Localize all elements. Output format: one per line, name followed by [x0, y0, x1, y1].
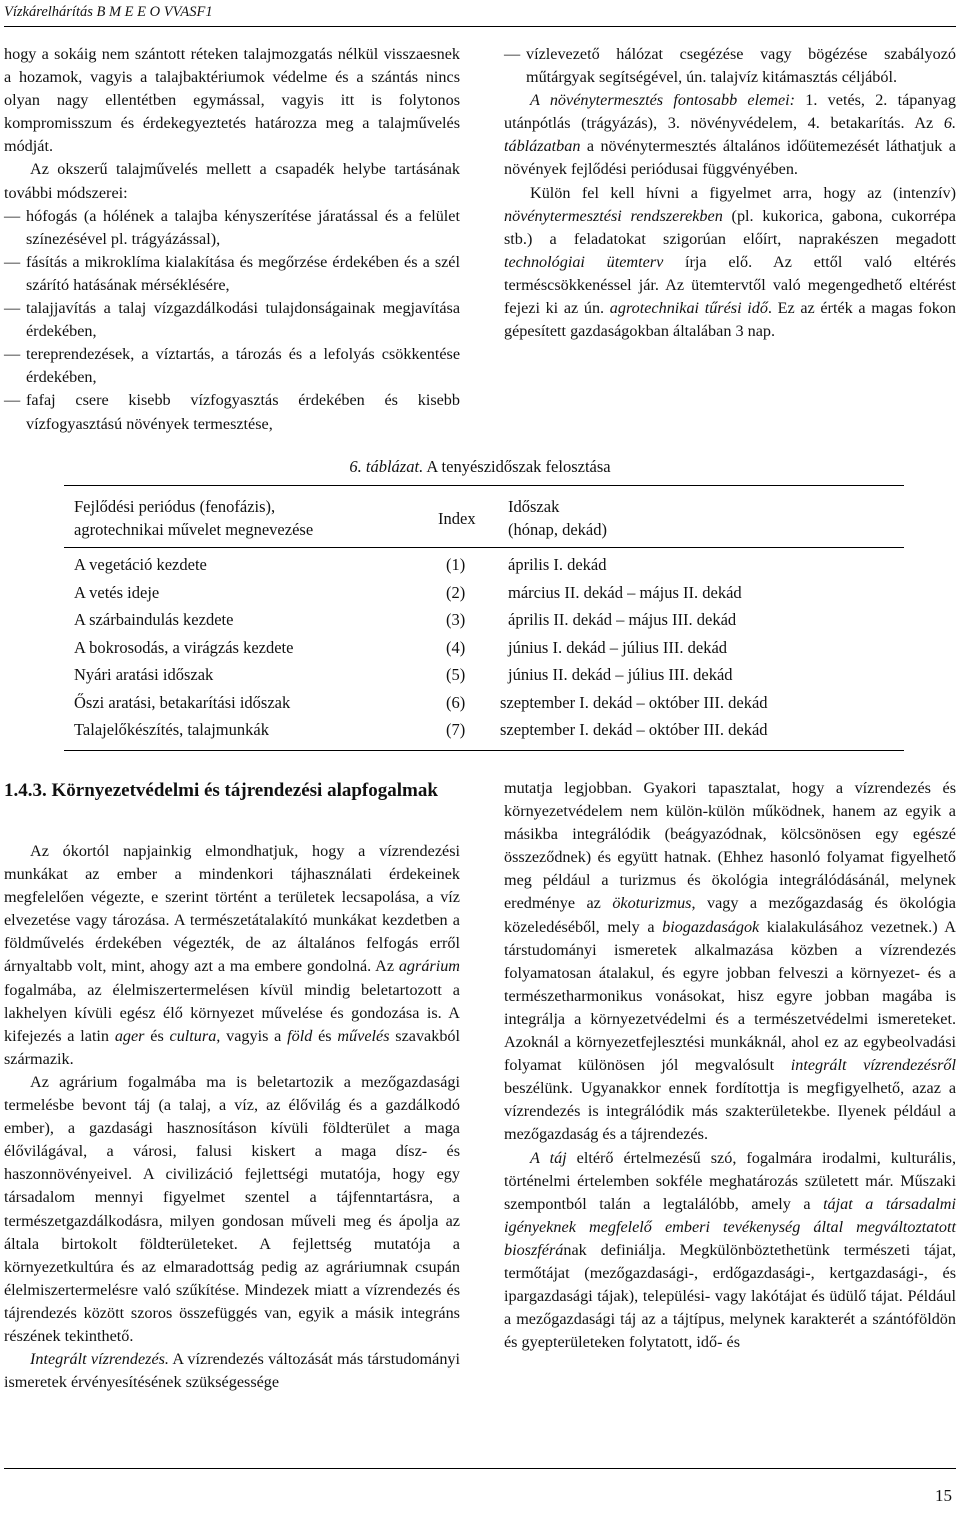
table-row-period: április I. dekád — [508, 555, 607, 574]
table-row-name: A vegetáció kezdete — [74, 555, 207, 574]
list-item: — talajjavítás a talaj vízgazdálkodási tulajdonságainak megjavítása érdekében, — [4, 299, 460, 341]
paragraph: A növénytermesztés fontosabb elemei: 1. vetés, 2. tápanyag utánpótlás (trágyázás), 3. növényvédelem, 4. betakarítás. Az 6. táblázatban a növénytermesztés általános időütemezését láthatjuk a növények fejlődési periódusai függvényében. — [504, 91, 957, 179]
table-row-period: június I. dekád – július III. dekád — [508, 638, 728, 657]
table-row-index: (3) — [446, 610, 466, 629]
list-item: — vízlevezető hálózat csegézése vagy bögézése szabályozó műtárgyak segítségével, ún. talajvíz kitámasztás céljából. — [504, 45, 956, 87]
paragraph: Külön fel kell hívni a figyelmet arra, hogy az (intenzív) növénytermesztési rendszerekben (pl. kukorica, gabona, cukorrépa stb.) a feladatokat szigorúan előírt, naprakészen megadott technológiai ütemterv írja elő. Az ettől való eltérés terméscsökkenéssel jár. Az ütemtervtől való megengedhető eltérést fejezi ki az ún. agrotechnikai tűrési idő. Ez az érték a magas fokon gépesített gazdaságokban általában 3 nap. — [504, 183, 956, 341]
paragraph: Az okszerű talajművelés mellett a csapadék helybe tartásának további módszerei: — [4, 160, 460, 202]
running-title: Vízkárelhárítás B M E E O VVASF1 — [4, 4, 213, 20]
list-item: — fafaj csere kisebb vízfogyasztás érdekében és kisebb vízfogyasztású növények termesztése, — [4, 391, 460, 433]
page-number: 15 — [935, 1486, 952, 1505]
paragraph: A táj eltérő értelmezésű szó, fogalmára irodalmi, kulturális, történelmi értelemben sokféle meghatározás született már. Műszaki szempontból talán a legtalálóbb, amely a tájat a társadalmi igényeknek megfelelő emberi tevékenység által megváltoztatott bioszférának definiálja. Megkülönböztethetünk természeti tájat, termőtájat (mezőgazdasági-, erdőgazdasági-, kertgazdasági-, és ipargazdasági tájak), települési- vagy lakótájat és üdülő tájat. Például a mezőgazdasági táj az a tájtípus, melynek karakterét a szántóföldön és gyepterületeken folytatott, idő- és — [504, 1148, 957, 1352]
table-row-index: (5) — [446, 665, 466, 684]
column-left-bottom — [4, 840, 460, 1394]
table-row-period: április II. dekád – május III. dekád — [508, 610, 737, 629]
header-col-phase: Fejlődési periódus (fenofázis), agrotechnikai művelet megnevezése — [74, 497, 314, 539]
paragraph: mutatja legjobban. Gyakori tapasztalat, hogy a vízrendezés és környezetvédelem nem külön-külön működnek, hanem az egyik a másikba integrálódik (beágyazódnak, kölcsönösen egy egészé összeződnek) és együtt hatnak. (Ehhez hasonló folyamat figyelhető meg például a turizmus és ökológia integrálódásánál, melynek eredménye az ökoturizmus, vagy a mezőgazdaság és ökológia közeledéséből, mely a biogazdaságok kialakulásához vezetnek.) A társtudományi ismeretek alkalmazása közben a vízrendezés folyamatosan átalakul, és egyre jobban felveszi a környezet- és a természetharmonikus vonásokat, hisz egyre jobban magába is integrálja a környezetvédelmi és a természetvédelmi ismereteket. Azoknál a környezetfejlesztési munkáknál, ahol ez az egybeolvadási folyamat különösen jól megvalósult integrált vízrendezésről beszélünk. Ugyanakkor ennek fordítottja is megfigyelhető, azaz a vízrendezés is integrálódik más szakterületekbe. Ilyenek például a mezőgazdaság és a tájrendezés. — [504, 779, 957, 1144]
footer-rule — [4, 1468, 956, 1469]
list-item: — fásítás a mikroklíma kialakítása és megőrzése érdekében és a szél szárító hatásának mérséklésére, — [4, 252, 460, 294]
table-row-index: (1) — [446, 555, 466, 574]
header-col-period: Időszak (hónap, dekád) — [508, 497, 607, 539]
table-row-name: A bokrosodás, a virágzás kezdete — [74, 638, 294, 657]
list-item: — tereprendezések, a víztartás, a tározás és a lefolyás csökkentése érdekében, — [4, 345, 460, 387]
table-row-name: Őszi aratási, betakarítási időszak — [74, 693, 291, 712]
paragraph: Az agrárium fogalmába ma is beletartozik a mezőgazdasági termelésbe bevont táj (a talaj, a víz, az élővilág és a gazdálkodó ember), a gazdasági hasznosításon kívüli földterület a maga élővilágával, a városi, falusi kiskert a maga dísz- és haszonnövényeivel. A civilizáció fejlettségi mutatója, hogy egy társadalom mennyi figyelmet szentel a tájfenntartásra, a természetgazdálkodásra, milyen gondosan műveli meg és ápolja az általa birtokolt földterületeket. A fejlettség mutatója a környezetkultúra és az elmaradottság pedig az agráriumnak csupán élelmiszertermelésre való szűkítése. Mindezek miatt a vízrendezés és tájrendezés között szoros összefüggés van, egyik a másik integráns részének tekinthető. — [4, 1072, 460, 1345]
table-row-index: (7) — [446, 720, 466, 739]
table-row-name: Nyári aratási időszak — [74, 665, 214, 684]
paragraph: Az ókortól napjainkig elmondhatjuk, hogy a vízrendezési munkákat az ember a mindenkori tájhasználati érdekeinek megfelelően végezte, e szerint történt a területek lecsapolása, a víz elvezetése vagy tározása. A természetátalakító munkákat kezdetben a földművelés érdekében végezték, de az általános felfogás erről árnyaltabb volt, mint, ahogy azt a ma embere gondolná. Az agrárium fogalmába, az élelmiszertermelésen kívül mindig beletartozott a lakhelyen kívüli egész élő környezet művelése és gondozása is. A kifejezés a latin ager és cultura, vagyis a föld és művelés szavakból származik. — [4, 842, 461, 1068]
table-caption: 6. táblázat. A tenyészidőszak felosztása — [349, 457, 611, 476]
table-row-index: (2) — [446, 583, 466, 602]
table-row-period: március II. dekád – május II. dekád — [508, 583, 742, 602]
column-right-top — [504, 43, 956, 343]
table-row-period: szeptember I. dekád – október III. dekád — [500, 720, 768, 739]
table-row-index: (4) — [446, 638, 466, 657]
column-left-top — [4, 43, 460, 436]
table-row-period: június II. dekád – július III. dekád — [508, 665, 733, 684]
section-heading: 1.4.3. Környezetvédelmi és tájrendezési alapfogalmak — [4, 780, 438, 801]
running-header — [4, 0, 956, 27]
column-right-bottom — [504, 777, 956, 1354]
table-row-index: (6) — [446, 693, 466, 712]
paragraph: Integrált vízrendezés. A vízrendezés változását más társtudományi ismeretek érvényesítésének szükségessége — [4, 1350, 461, 1392]
header-col-index: Index — [438, 509, 476, 528]
table-row-name: A szárbaindulás kezdete — [74, 610, 234, 629]
table-row-name: A vetés ideje — [74, 583, 160, 602]
table-row-name: Talajelőkészítés, talajmunkák — [74, 720, 269, 739]
list-item: — hófogás (a hólének a talajba kényszerítése járatással és a felület színezésével pl. trágyázással), — [4, 206, 460, 248]
paragraph: hogy a sokáig nem szántott réteken talajmozgatás nélkül visszaesnek a hozamok, vagyis a talajbaktériumok védelme és a szántás nincs olyan nagy ellentétben egymással, vagyis itt is folytonos kompromisszum és érdekegyeztetés határozza meg a talajművelés módját. — [4, 45, 460, 156]
table-row-period: szeptember I. dekád – október III. dekád — [500, 693, 768, 712]
